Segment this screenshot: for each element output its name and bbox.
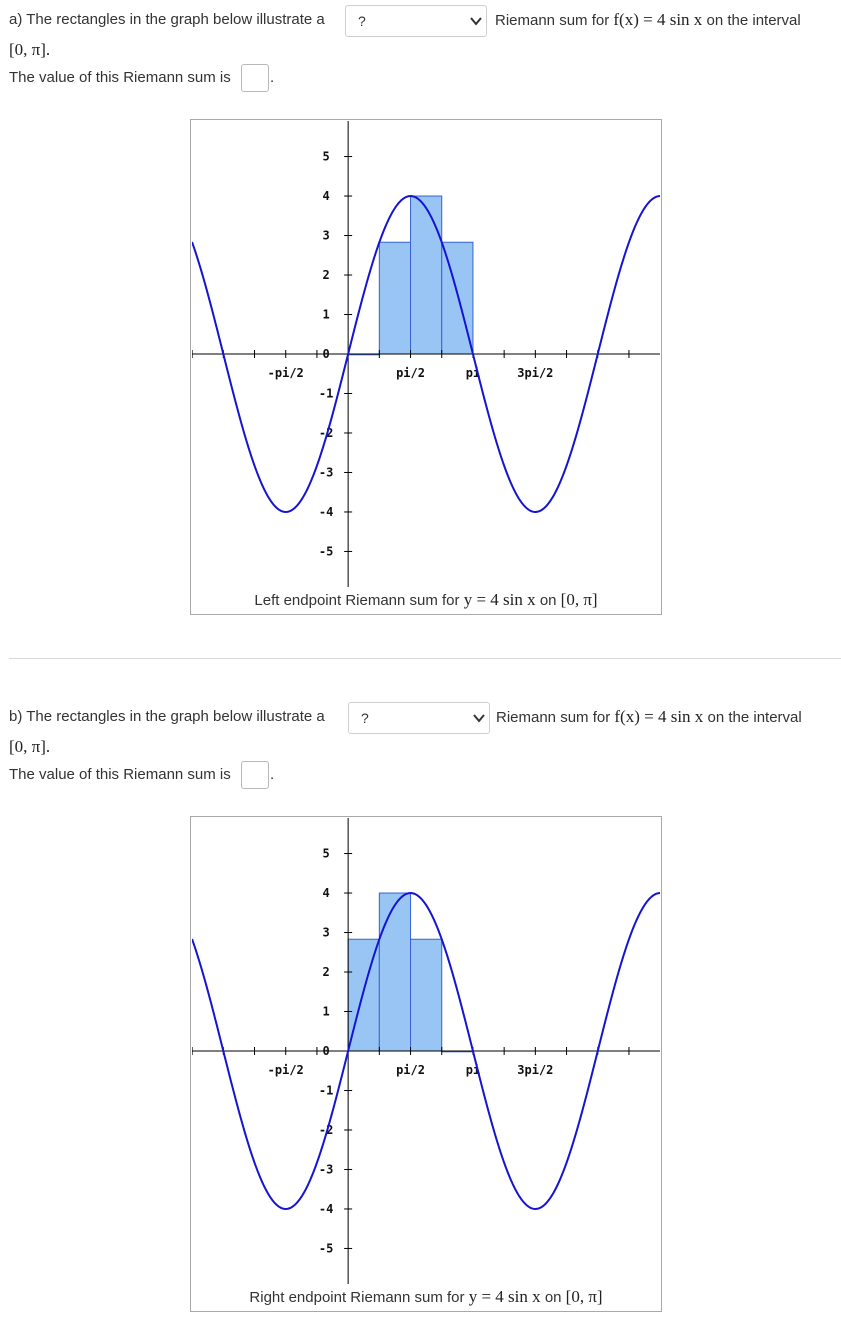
y-tick-label: 1: [322, 1004, 330, 1019]
part-a-caption-interval: [0, π]: [560, 590, 598, 609]
y-tick-label: 4: [322, 189, 330, 204]
y-tick-label: -3: [318, 465, 334, 480]
part-b-value-line: [9, 765, 231, 785]
part-b-sum-type-select[interactable]: [348, 702, 490, 734]
x-tick-label: 3pi/2: [517, 1063, 554, 1077]
y-tick-label: 1: [322, 307, 330, 322]
part-a-caption: [191, 590, 661, 610]
y-tick-label: -4: [318, 1201, 334, 1216]
y-tick-label: 4: [322, 886, 330, 901]
part-b-caption-text: Right endpoint Riemann sum for: [249, 1289, 465, 1306]
part-a-prompt-line: [9, 10, 325, 30]
part-a-interval: [0, π].: [9, 40, 51, 59]
y-tick-label: 5: [322, 149, 330, 164]
section-divider: [9, 658, 841, 659]
y-tick-label: -4: [318, 504, 334, 519]
part-b-caption-function: y = 4 sin x: [468, 1287, 541, 1306]
part-b-graph: [190, 816, 662, 1312]
part-b-caption-interval: [0, π]: [565, 1287, 603, 1306]
riemann-rectangle: [379, 893, 410, 1051]
part-a-value-suffix: .: [270, 69, 275, 86]
part-b-interval: [0, π].: [9, 737, 51, 756]
part-b-interval-text: on the interval: [707, 709, 802, 726]
part-b-prompt-after: Riemann sum for: [496, 709, 611, 726]
x-tick-label: pi/2: [396, 1063, 425, 1077]
y-tick-label: -5: [318, 544, 334, 559]
y-tick-label: 2: [322, 268, 330, 283]
part-b-caption: [191, 1287, 661, 1307]
part-b-select-value: ?: [361, 710, 369, 726]
part-b-chart: [192, 818, 660, 1284]
part-a-prompt-after-line: [495, 10, 801, 31]
y-tick-label: -5: [318, 1241, 334, 1256]
y-tick-label: -3: [318, 1162, 334, 1177]
y-tick-label: 3: [322, 925, 330, 940]
y-tick-label: 0: [322, 1044, 330, 1058]
riemann-rectangle: [379, 242, 410, 354]
part-a-caption-on: on: [539, 592, 557, 609]
part-a-select-value: ?: [358, 13, 366, 29]
part-b-prompt-after-line: [496, 707, 802, 728]
y-tick-label: 0: [322, 347, 330, 361]
part-a-answer-input[interactable]: [241, 64, 269, 92]
part-a-function: f(x) = 4 sin x: [613, 10, 703, 29]
part-a-caption-text: Left endpoint Riemann sum for: [254, 592, 460, 609]
y-tick-label: -2: [318, 425, 334, 440]
part-b-answer-input[interactable]: [241, 761, 269, 789]
part-b-prompt-line: [9, 707, 325, 727]
riemann-rectangle: [411, 939, 442, 1051]
part-b-caption-on: on: [544, 1289, 562, 1306]
y-tick-label: 3: [322, 228, 330, 243]
part-b-value-suffix: .: [270, 766, 275, 783]
part-b-value-prompt: The value of this Riemann sum is: [9, 766, 231, 783]
x-tick-label: pi: [465, 1063, 481, 1077]
y-tick-label: -1: [318, 386, 334, 401]
part-a-prompt-after: Riemann sum for: [495, 12, 610, 29]
x-tick-label: -pi/2: [267, 366, 304, 380]
x-tick-label: -pi/2: [267, 1063, 304, 1077]
y-tick-label: -1: [318, 1083, 334, 1098]
y-tick-label: 5: [322, 846, 330, 861]
part-a-sum-type-select[interactable]: [345, 5, 487, 37]
riemann-rectangle: [411, 196, 442, 354]
x-tick-label: pi/2: [396, 366, 425, 380]
part-a-caption-function: y = 4 sin x: [463, 590, 536, 609]
part-a-interval-text: on the interval: [706, 12, 801, 29]
part-b-function: f(x) = 4 sin x: [614, 707, 704, 726]
part-a-value-line: [9, 68, 231, 88]
part-a-prompt-before: a) The rectangles in the graph below illustrate a: [9, 11, 325, 28]
part-a-value-prompt: The value of this Riemann sum is: [9, 69, 231, 86]
y-tick-label: -2: [318, 1122, 334, 1137]
part-a-chart: [192, 121, 660, 587]
chevron-down-icon: [471, 711, 487, 725]
part-b-prompt-before: b) The rectangles in the graph below illustrate a: [9, 708, 325, 725]
y-tick-label: 2: [322, 965, 330, 980]
x-tick-label: pi: [465, 366, 481, 380]
chevron-down-icon: [468, 14, 484, 28]
x-tick-label: 3pi/2: [517, 366, 554, 380]
part-a-graph: [190, 119, 662, 615]
